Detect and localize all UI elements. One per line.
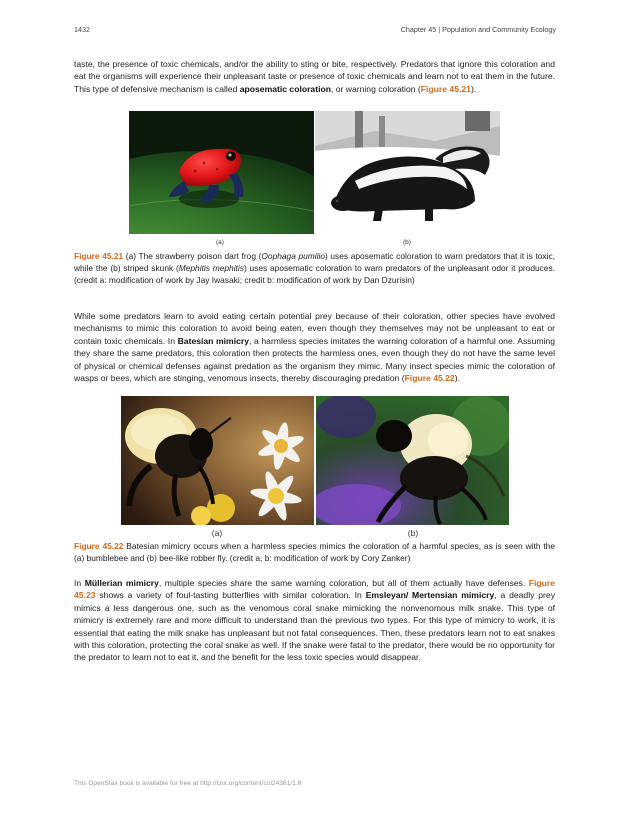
chapter-header: Chapter 45 | Population and Community Ecology [400,25,556,34]
figure-45-21-link[interactable]: Figure 45.21 [420,83,471,94]
robber-fly-image [316,396,509,525]
figure-45-21-sublabel-a: (a) [216,239,224,246]
term-mullerian-mimicry: Müllerian mimicry [84,578,159,588]
figure-45-21-caption [74,250,555,286]
robber-fly-photo [316,396,509,525]
text-run: taste, the presence of toxic chemicals, and/or the ability to sting or bite, respectively. Predators that ignore this coloration and eat the organisms will experience their unpleasant taste or presence of toxic chemicals and learn not to eat them in the future. This type of defensive mechanism is called [74,59,555,94]
species-name: Oophaga pumilio [261,251,325,261]
species-name: Mephitis mephitis [178,263,244,273]
term-batesian-mimicry: Batesian mimicry [177,335,249,346]
text-run: While some predators learn to avoid eating certain potential prey because of their coloration, other species have evolved mechanisms to mimic this coloration to avoid being eaten, even though they themselves may not be unpleasant to eat or contain toxic chemicals. In [74,311,555,346]
text-run: ). [454,373,460,384]
figure-45-22-sublabel-a: (a) [211,528,223,538]
term-emsleyan-mertensian-mimicry: Emsleyan/ Mertensian mimicry [365,590,495,601]
bumblebee-photo [121,396,314,525]
frog-image [129,111,314,234]
footer-note: This OpenStax book is available for free at http://cnx.org/content/col24361/1.8 [74,780,302,787]
figure-45-21-sublabel-b: (b) [403,239,411,246]
poison-dart-frog-photo [129,111,314,234]
figure-45-22-caption [74,540,555,564]
text-run: , or warning coloration ( [330,83,421,94]
text-run: ). [470,83,477,94]
figure-45-22-sublabel-b: (b) [407,528,419,538]
text-run: , a deadly prey mimics a less dangerous one, such as the venomous coral snake mimicking the nonvenomous milk snake. This type of mimicry is extremely rare and more difficult to understand than the previous two types. For this type of mimicry to work, it is essential that eating the milk snake has unpleasant but not fatal consequences. Then, these predators learn not to eat snakes with this coloration, protecting the coral snake as well. If the snake were fatal to the predator, there would be no opportunity for the predator to learn not to eat it, and the benefit for the less toxic species would disappear. [74,590,555,663]
paragraph-aposematic [74,58,555,95]
figure-45-23-link[interactable]: Figure 45.23 [74,578,556,601]
bumblebee-image [121,396,314,525]
paragraph-mullerian [74,577,555,664]
text-run: shows a variety of foul-tasting butterflies with similar coloration. In [95,590,366,601]
text-run: ) uses aposematic coloration to warn predators of the unpleasant odor it produces. (credit a: modification of work by Jay Iwasaki; credit b: modification of work by Dan Dzurisin) [74,263,555,285]
skunk-image [315,111,500,234]
text-run: (a) The strawberry poison dart frog ( [123,251,262,261]
figure-45-22-link[interactable]: Figure 45.22 [404,373,455,384]
text-run: Batesian mimicry occurs when a harmless species mimics the coloration of a harmful species, as is seen with the (a) bumblebee and (b) bee-like robber fly. (credit a, b: modification of work by Cory Zanker) [74,541,555,563]
paragraph-batesian [74,310,555,384]
striped-skunk-photo [315,111,500,234]
figure-45-22-label: Figure 45.22 [74,541,124,551]
page-number: 1432 [74,25,90,34]
term-aposematic-coloration: aposematic coloration [239,83,331,94]
text-run: , multiple species share the same warning coloration, but all of them actually have defenses. [158,578,529,588]
text-run: , a harmless species imitates the warning coloration of a harmful one. Assuming they share the same predators, this coloration then protects the harmless ones, even though they do not have the same level of physical or chemical defenses against predation as the organism they mimic. Many insect species mimic the coloration of wasps or bees, which are stinging, venomous insects, thereby discouraging predation ( [74,335,555,384]
text-run: ) uses aposematic coloration to warn predators that it is toxic, while the (b) striped skunk ( [74,251,555,273]
text-run: In [74,578,85,588]
figure-45-21-label: Figure 45.21 [74,251,124,261]
